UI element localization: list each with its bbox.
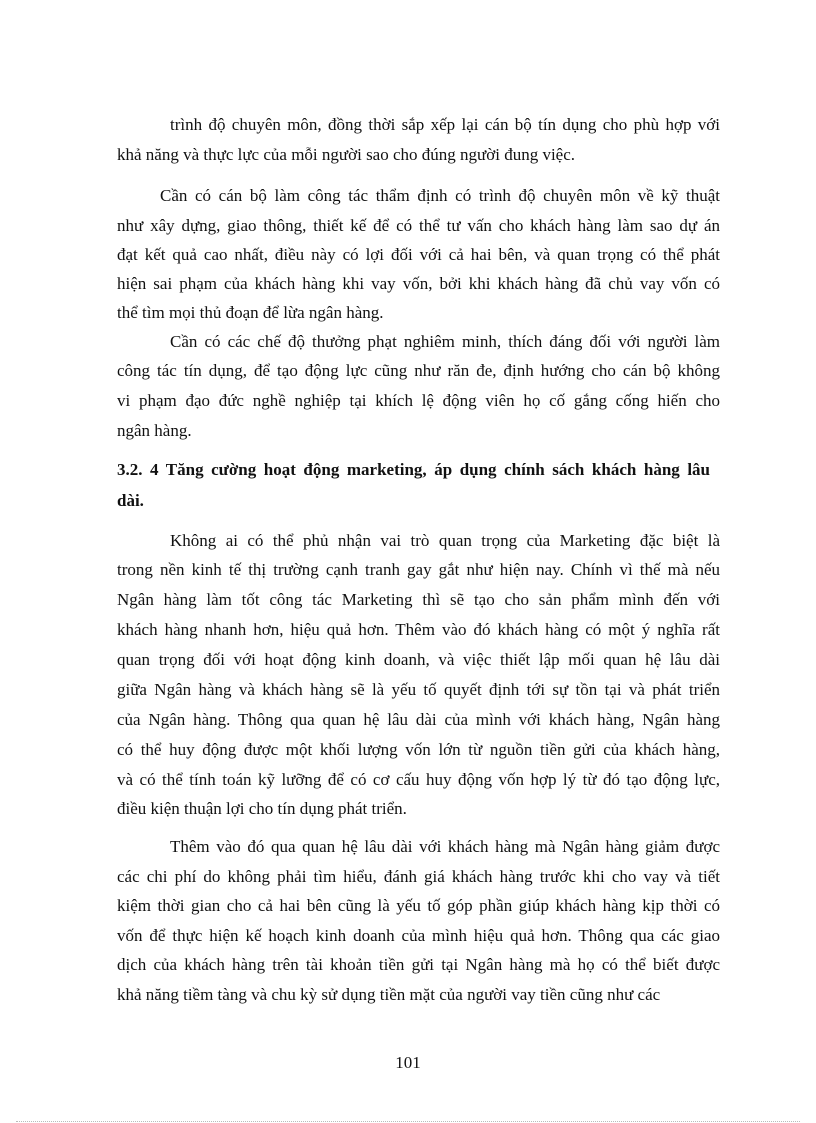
text-line: điều kiện thuận lợi cho tín dụng phát triển. <box>117 799 407 818</box>
text-line: hiện sai phạm của khách hàng khi vay vốn, bởi khi khách hàng đã chủ vay vốn có <box>117 274 720 293</box>
text-line: như xây dựng, giao thông, thiết kế để có thể tư vấn cho khách hàng làm sao dự án <box>117 216 720 235</box>
text-line: khả năng tiềm tàng và chu kỳ sử dụng tiền mặt của người vay tiền cũng như các <box>117 985 661 1004</box>
text-line: Ngân hàng làm tốt công tác Marketing thì sẽ tạo cho sản phẩm mình đến với <box>117 590 720 609</box>
page-number: 101 <box>395 1053 421 1072</box>
text-line: Thêm vào đó qua quan hệ lâu dài với khách hàng mà Ngân hàng giảm được <box>170 837 720 856</box>
text-line: Cần có các chế độ thưởng phạt nghiêm minh, thích đáng đối với người làm <box>170 332 720 351</box>
text-line: có thể huy động được một khối lượng vốn lớn từ nguồn tiền gửi của khách hàng, <box>117 740 720 759</box>
text-line: trong nền kinh tế thị trường cạnh tranh gay gắt như hiện nay. Chính vì thế mà nếu <box>117 560 720 579</box>
text-line: khách hàng nhanh hơn, hiệu quả hơn. Thêm vào đó khách hàng có một ý nghĩa rất <box>117 620 720 639</box>
text-line: ngân hàng. <box>117 421 192 440</box>
text-line: giữa Ngân hàng và khách hàng sẽ là yếu tố quyết định tới sự tồn tại và phát triển <box>117 680 720 699</box>
section-heading: 3.2. 4 Tăng cường hoạt động marketing, áp dụng chính sách khách hàng lâu <box>117 460 710 479</box>
text-line: các chi phí do không phải tìm hiểu, đánh giá khách hàng trước khi cho vay và tiết <box>117 867 720 886</box>
page-break-divider <box>16 1121 800 1122</box>
text-line: Cần có cán bộ làm công tác thẩm định có trình độ chuyên môn về kỹ thuật <box>160 186 720 205</box>
text-line: công tác tín dụng, để tạo động lực cũng như răn đe, định hướng cho cán bộ không <box>117 361 720 380</box>
text-line: quan trọng đối với hoạt động kinh doanh, và việc thiết lập mối quan hệ lâu dài <box>117 650 720 669</box>
text-line: và có thể tính toán kỹ lưỡng để có cơ cấu huy động vốn hợp lý từ đó tạo động lực, <box>117 770 720 789</box>
text-line: dịch của khách hàng trên tài khoản tiền gửi tại Ngân hàng mà họ có thể biết được <box>117 955 720 974</box>
text-line: vi phạm đạo đức nghề nghiệp tại khích lệ động viên họ cố gắng cống hiến cho <box>117 391 720 410</box>
text-line: vốn để thực hiện kế hoạch kinh doanh của mình hiệu quả hơn. Thông qua các giao <box>117 926 720 945</box>
text-line: đạt kết quả cao nhất, điều này có lợi đối với cả hai bên, và quan trọng có thể phát <box>117 245 720 264</box>
text-line: kiệm thời gian cho cả hai bên cũng là yếu tố góp phần giúp khách hàng kịp thời có <box>117 896 720 915</box>
text-line: của Ngân hàng. Thông qua quan hệ lâu dài của mình với khách hàng, Ngân hàng <box>117 710 720 729</box>
text-line: Không ai có thể phủ nhận vai trò quan trọng của Marketing đặc biệt là <box>170 531 720 550</box>
section-heading-cont: dài. <box>117 491 144 510</box>
text-line: thể tìm mọi thủ đoạn để lừa ngân hàng. <box>117 303 384 322</box>
text-line: trình độ chuyên môn, đồng thời sắp xếp lại cán bộ tín dụng cho phù hợp với <box>170 115 720 134</box>
text-line: khả năng và thực lực của mỗi người sao cho đúng người đung việc. <box>117 145 576 164</box>
